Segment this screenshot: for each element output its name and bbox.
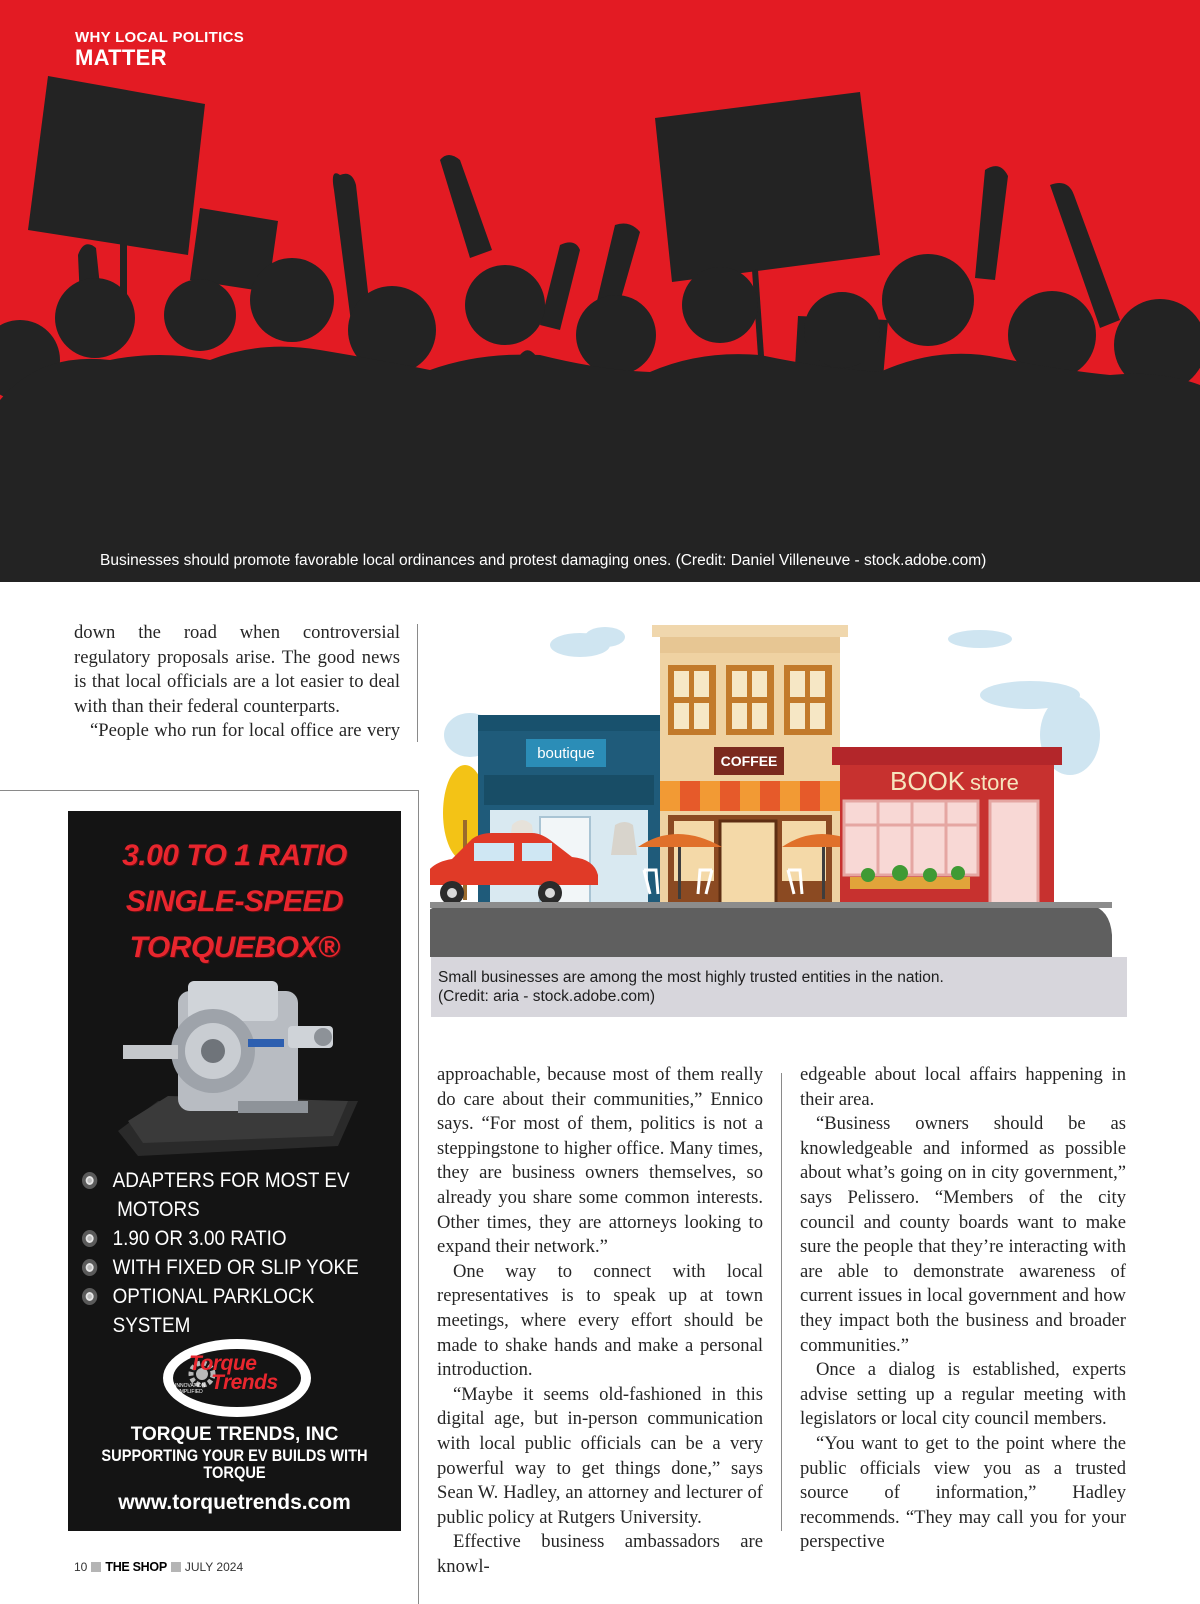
bullet-icon (82, 1172, 97, 1189)
torque-trends-logo (163, 1339, 311, 1417)
ad-frame (418, 790, 419, 1604)
paragraph: One way to connect with local representatives is to speak up at town meetings, where every effort should be made to shake hands and make a personal introduction. (437, 1260, 763, 1381)
coffee-sign: COFFEE (720, 753, 778, 769)
book-sign: BOOK (890, 766, 966, 796)
paragraph: edgeable about local affairs happening in their area. (800, 1064, 1126, 1110)
column-rule (781, 1073, 782, 1531)
gearbox-product-image (118, 971, 358, 1156)
paragraph: “People who run for local office are very (90, 720, 400, 742)
paragraph: “You want to get to the point where the public officials view you as a trusted source of information,” Hadley recommends. “They may call you for your perspective (800, 1432, 1126, 1553)
ad-feature: ADAPTERS FOR MOST EV (82, 1166, 370, 1195)
bullet-icon (82, 1230, 97, 1247)
logo-tagline: INNOVATION SIMPLIFIED (175, 1383, 206, 1395)
footer-square-icon (91, 1562, 101, 1572)
bullet-icon (82, 1288, 97, 1305)
ad-headline (68, 833, 401, 971)
issue-date: JULY 2024 (184, 1560, 244, 1574)
paragraph: approachable, because most of them really do care about their communities,” Ennico says. “For most of them, politics is not a steppingstone to higher office. Many times, they are business owners themselves, so already you share some common interests. Other times, they are attorneys looking to expand their network.” (437, 1064, 763, 1258)
paragraph: Once a dialog is established, experts advise setting up a regular meeting with legislators or local city council members. (800, 1359, 1126, 1430)
page-number: 10 (74, 1560, 88, 1574)
paragraph: “Business owners should be as knowledgeable and informed as possible about what’s going on in city government,” says Pelissero. “Members of the city council and county boards want to make sure the people that they’re interacting with are able to demonstrate awareness of current issues in local government and how they impact both the business and broader communities.” (800, 1113, 1126, 1356)
boutique-sign: boutique (537, 745, 595, 762)
logo-wordmark: Torque Trends (189, 1352, 278, 1394)
section-header (75, 30, 244, 69)
illustration-caption (431, 957, 1127, 1017)
paragraph: “Maybe it seems old-fashioned in this digital age, but in-person communication with local public officials can be a very powerful way to get things done,” says Sean W. Hadley, an attorney and lecturer of public policy at Rutgers University. (437, 1383, 763, 1528)
torquebox-advertisement[interactable] (68, 811, 401, 1531)
ad-company-name: TORQUE TRENDS, INC (130, 1424, 339, 1445)
storefronts-illustration (430, 625, 1130, 957)
column-rule (417, 624, 418, 742)
footer-square-icon (171, 1562, 181, 1572)
hero-caption: Businesses should promote favorable local ordinances and protest damaging ones. (Credit: Daniel Villeneuve - stock.adobe.com) (100, 552, 987, 569)
caption-credit: (Credit: aria - stock.adobe.com) (438, 988, 656, 1005)
hero-image (0, 0, 1200, 582)
ad-features-list (82, 1166, 370, 1340)
paragraph: Effective business ambassadors are knowl- (437, 1531, 763, 1577)
paragraph: down the road when controversial regulatory proposals arise. The good news is that local officials are a lot easier to deal with than their federal counterparts. (74, 622, 400, 717)
section-kicker: WHY LOCAL POLITICS (75, 29, 245, 46)
article-column-middle (437, 1063, 763, 1579)
ad-headline-line: SINGLE-SPEED (125, 885, 344, 918)
caption-line: Small businesses are among the most highly trusted entities in the nation. (438, 969, 944, 986)
ad-feature: OPTIONAL PARKLOCK SYSTEM (82, 1282, 370, 1340)
ad-feature: MOTORS (117, 1198, 200, 1221)
store-sign: store (970, 770, 1019, 795)
ad-headline-line: TORQUEBOX® (129, 931, 340, 964)
article-column-right (800, 1063, 1126, 1555)
ad-feature: 1.90 OR 3.00 RATIO (82, 1224, 370, 1253)
article-column-top (74, 621, 400, 744)
ad-tagline: SUPPORTING YOUR EV BUILDS WITH TORQUE (101, 1446, 368, 1482)
page-footer (74, 1560, 243, 1574)
bullet-icon (82, 1259, 97, 1276)
section-title: MATTER (75, 45, 167, 70)
ad-frame (0, 790, 419, 791)
ad-feature: WITH FIXED OR SLIP YOKE (82, 1253, 370, 1282)
protest-crowd-silhouette (0, 0, 1200, 582)
ad-website-link[interactable]: www.torquetrends.com (118, 1491, 351, 1514)
ad-headline-line: 3.00 TO 1 RATIO (122, 839, 347, 872)
magazine-name: THE SHOP (105, 1560, 167, 1574)
